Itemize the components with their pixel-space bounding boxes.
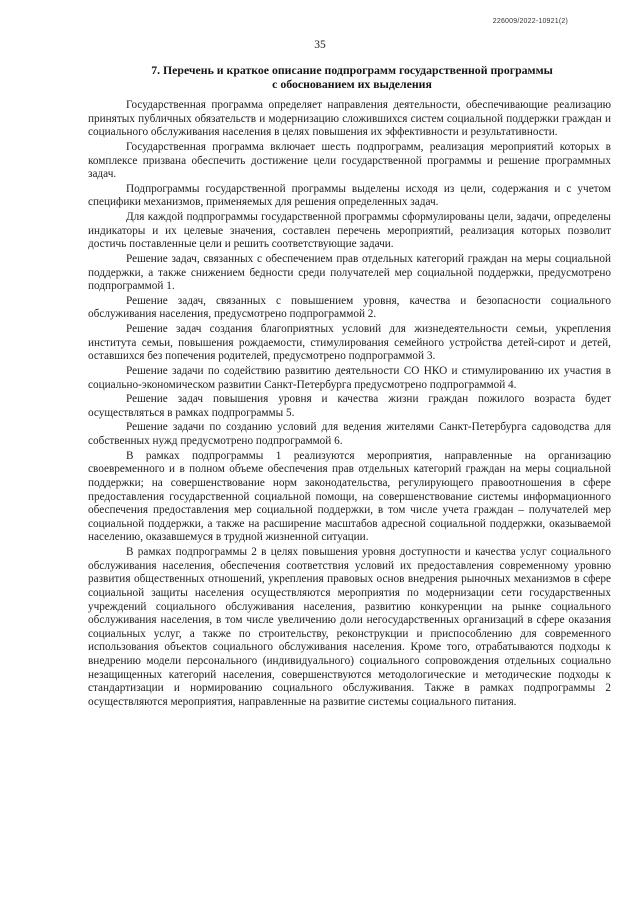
paragraph-10: Решение задачи по созданию условий для ведения жителями Санкт-Петербурга садоводства для собственных нужд предусмотрено подпрограммой 6.	[88, 421, 611, 447]
paragraph-2: Государственная программа включает шесть подпрограмм, реализация мероприятий которых в комплексе призвана обеспечить достижение цели государственной программы и решение программных задач.	[88, 140, 611, 181]
registration-stamp: 226009/2022-10921(2)	[492, 18, 568, 25]
paragraph-11: В рамках подпрограммы 1 реализуются мероприятия, направленные на организацию своевременного и в полном объеме обеспечения прав отдельных категорий граждан на меры социальной поддержки; на совершенствование норм законодательства, регулирующего правоотношения в сфере предоставления государственной социальной помощи, на совершенствование системы информационного обеспечения предоставления мер социальной поддержки, в том числе учета граждан – получателей мер социальной поддержки, а также на расширение масштабов адресной социальной поддержки, оказываемой населению, оказавшемуся в трудной жизненной ситуации.	[88, 449, 611, 544]
document-body	[88, 99, 611, 711]
paragraph-6: Решение задач, связанных с повышением уровня, качества и безопасности социального обслуживания населения, предусмотрено подпрограммой 2.	[88, 294, 611, 321]
paragraph-12: В рамках подпрограммы 2 в целях повышения уровня доступности и качества услуг социального обслуживания населения, обеспечения соответствия условий их предоставления современному уровню развития общественных отношений, укрепления правовых основ внедрения рыночных механизмов в сфере социальной защиты населения осуществляются мероприятия по модернизации сети государственных учреждений социального обслуживания населения, развитию конкуренции на рынке социального обслуживания населения, в том числе увеличению доли негосударственных организаций в сфере оказания социальных услуг, а также по строительству, реконструкции и приспособлению для современного использования объектов социального обслуживания населения. Кроме того, отрабатываются подходы к внедрению модели персонального (индивидуального) социального сопровождения отдельных социально незащищенных категорий населения, совершенствуются методологические и методические подходы к стандартизации и нормированию социального обслуживания. Также в рамках подпрограммы 2 осуществляются мероприятия, направленные на развитие системы социального питания.	[88, 546, 611, 708]
section-heading-line-1: 7. Перечень и краткое описание подпрограмм государственной программы	[151, 63, 553, 77]
paragraph-1: Государственная программа определяет направления деятельности, обеспечивающие реализацию принятых публичных обязательств и модернизацию сложившихся систем социальной поддержки граждан и социального обслуживания населения в целях повышения их эффективности и результативности.	[88, 99, 611, 139]
paragraph-5: Решение задач, связанных с обеспечением прав отдельных категорий граждан на меры социальной поддержки, а также снижением бедности среди получателей мер социальной поддержки, предусмотрено подпрограммой 1.	[88, 252, 611, 293]
paragraph-9: Решение задач повышения уровня и качества жизни граждан пожилого возраста будет осуществляться в рамках подпрограммы 5.	[88, 393, 611, 419]
paragraph-4: Для каждой подпрограммы государственной программы сформулированы цели, задачи, определены индикаторы и их целевые значения, составлен перечень мероприятий, реализация которых позволит достичь поставленные цели и решить соответствующие задачи.	[88, 211, 611, 251]
section-heading	[132, 63, 572, 91]
section-heading-line-2: с обоснованием их выделения	[272, 77, 432, 91]
paragraph-8: Решение задачи по содействию развитию деятельности СО НКО и стимулированию их участия в социально-экономическом развитии Санкт-Петербурга предусмотрено подпрограммой 4.	[88, 364, 611, 391]
paragraph-7: Решение задач создания благоприятных условий для жизнедеятельности семьи, укрепления института семьи, повышения рождаемости, стимулирования семейного устройства детей-сирот и детей, оставшихся без попечения родителей, предусмотрено подпрограммой 3.	[88, 323, 611, 363]
paragraph-3: Подпрограммы государственной программы выделены исходя из цели, содержания и с учетом специфики механизмов, применяемых для решения определенных задач.	[88, 182, 611, 209]
page-number: 35	[314, 39, 326, 51]
